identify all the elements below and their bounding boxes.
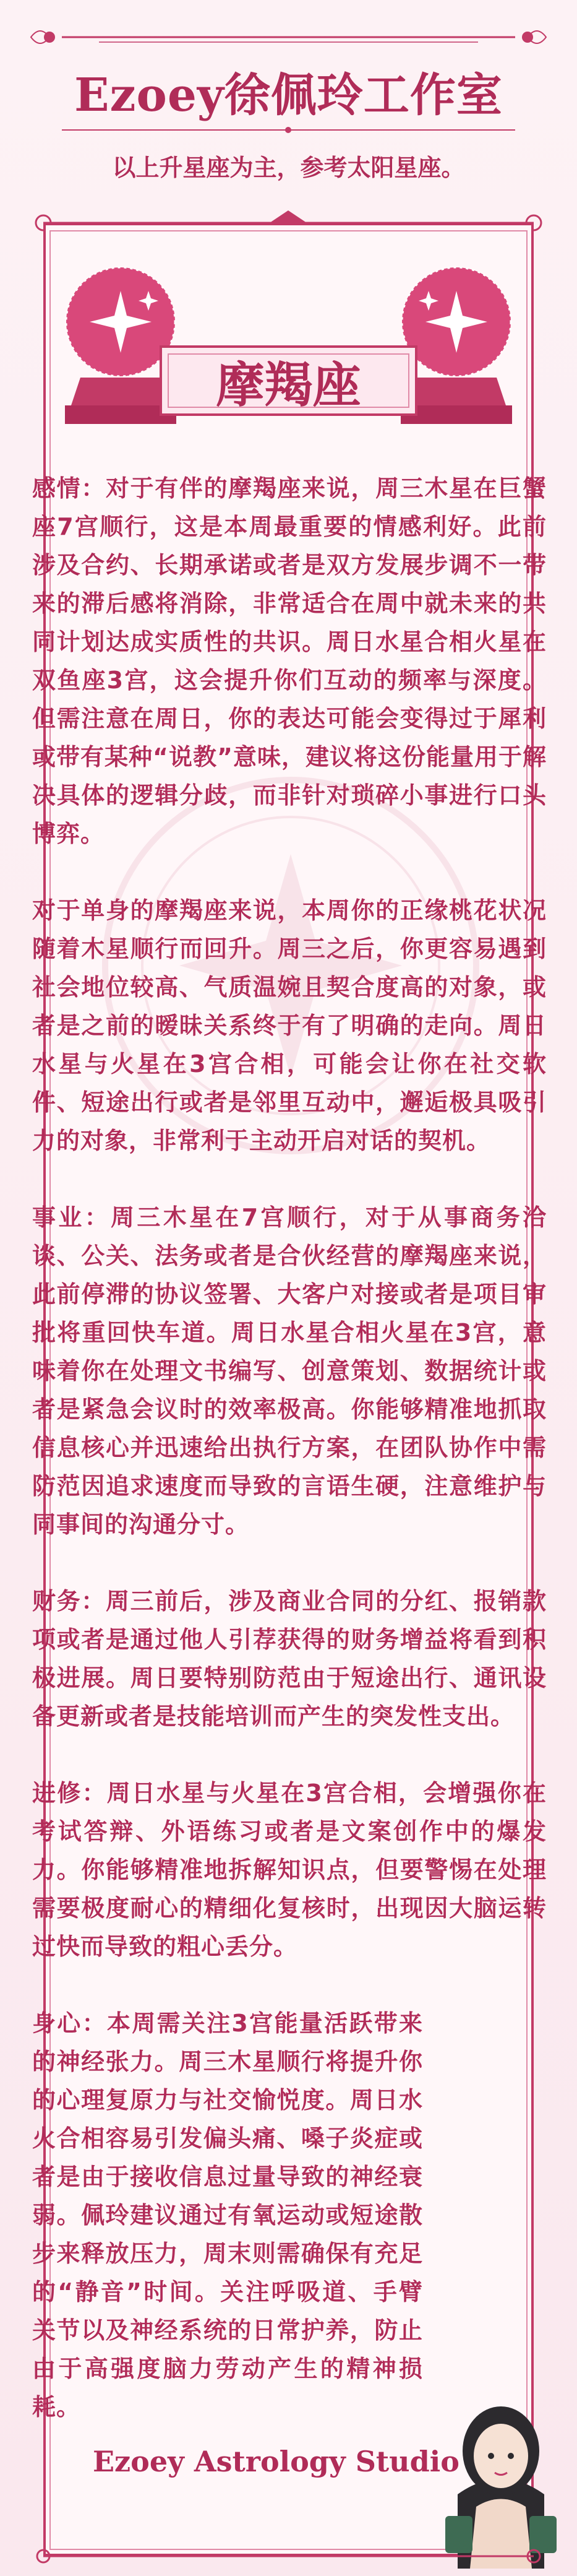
section-career: 事业：周三木星在7宫顺行，对于从事商务洽谈、公关、法务或者是合伙经营的摩羯座来说，此前停滞的协议签署、大客户对接或者是项目审批将重回快车道。周日水星合相火星在3宫，意味着你在处理文书编写、创意策划、数据统计或者是紧急会议时的效率极高。你能够精准地抓取信息核心并迅速给出执行方案，在团队协作中需防范因追求速度而导致的言语生硬，注意维护与同事间的沟通分寸。 [32,1204,547,1538]
subtitle: 以上升星座为主，参考太阳星座。 [112,154,465,181]
section-love-single: 对于单身的摩羯座来说，本周你的正缘桃花状况随着木星顺行而回升。周三之后，你更容易遇到社会地位较高、气质温婉且契合度高的对象，或者是之前的暧昧关系终于有了明确的走向。周日水星与火星在3宫合相，可能会让你在社交软件、短途出行或者是邻里互动中，邂逅极具吸引力的对象，非常利于主动开启对话的契机。 [32,897,547,1154]
bottom-ornament [0,2544,577,2569]
section-love-couple: 感情：对于有伴的摩羯座来说，周三木星在巨蟹座7宫顺行，这是本周最重要的情感利好。此前涉及合约、长期承诺或者是双方发展步调不一带来的滞后感将消除，非常适合在周中就未来的共同计划达成实质性的共识。周日水星合相火星在双鱼座3宫，这会提升你们互动的频率与深度。但需注意在周日，你的表达可能会变得过于犀利或带有某种“说教”意味，建议将这份能量用于解决具体的逻辑分歧，而非针对琐碎小事进行口头博弈。 [32,475,547,847]
studio-signature: Ezoey Astrology Studio [93,2445,459,2478]
section-health: 身心：本周需关注3宫能量活跃带来的神经张力。周三木星顺行将提升你的心理复原力与社交愉悦度。周日水火合相容易引发偏头痛、嗓子炎症或者是由于接收信息过量导致的神经衰弱。佩玲建议通过有氧运动或短途散步来释放压力，周末则需确保有充足的“静音”时间。关注呼吸道、手臂关节以及神经系统的日常护养，防止由于高强度脑力劳动产生的精神损耗。 [32,2010,423,2421]
forecast-content [32,469,547,2426]
title-divider [25,124,552,136]
sign-name: 摩羯座 [216,357,361,413]
section-study: 进修：周日水星与火星在3宫合相，会增强你在考试答辩、外语练习或者是文案创作中的爆发力。你能够精准地拆解知识点，但要警惕在处理需要极度耐心的精细化复核时，出现因大脑运转过快而导致的粗心丢分。 [32,1779,547,1960]
top-ornament [25,19,552,56]
brand-title: Ezoey徐佩玲工作室 [74,69,503,122]
header [0,0,577,204]
section-finance: 财务：周三前后，涉及商业合同的分红、报销款项或者是通过他人引荐获得的财务增益将看到积极进展。周日要特别防范由于短途出行、通讯设备更新或者是技能培训而产生的突发性支出。 [32,1588,547,1730]
